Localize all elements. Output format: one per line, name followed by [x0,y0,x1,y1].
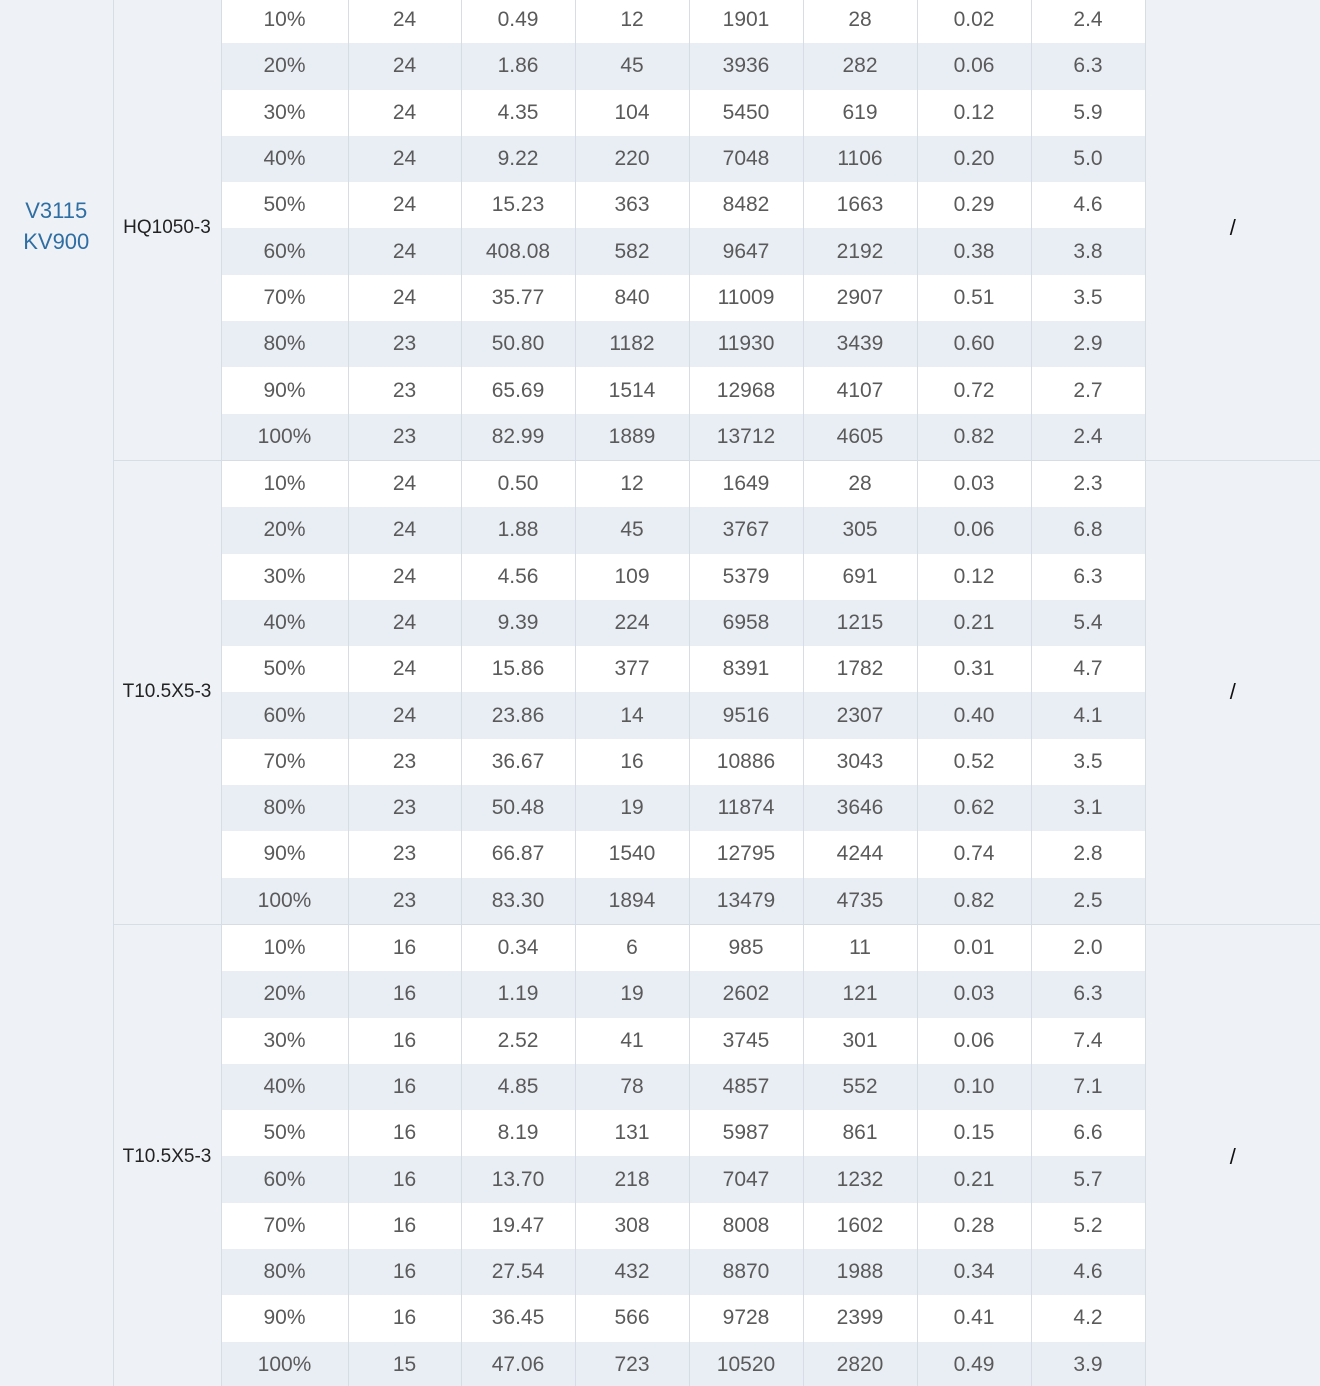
throttle-cell: 90% [221,831,348,877]
torque-cell: 0.60 [917,321,1031,367]
rpm-cell: 9728 [689,1295,803,1341]
rpm-cell: 10520 [689,1342,803,1386]
throttle-cell: 20% [221,971,348,1017]
voltage-cell: 24 [348,646,461,692]
throttle-cell: 10% [221,0,348,43]
voltage-cell: 24 [348,136,461,182]
thrust-cell: 1988 [803,1249,917,1295]
thrust-cell: 1215 [803,600,917,646]
power-cell: 1182 [575,321,689,367]
table-row [0,460,1320,507]
rpm-cell: 6958 [689,600,803,646]
torque-cell: 0.06 [917,1018,1031,1064]
throttle-cell: 60% [221,692,348,738]
thrust-cell: 3439 [803,321,917,367]
rpm-cell: 5450 [689,90,803,136]
table-row [0,0,1320,43]
thrust-cell: 619 [803,90,917,136]
voltage-cell: 24 [348,90,461,136]
thrust-cell: 282 [803,43,917,89]
voltage-cell: 24 [348,554,461,600]
torque-cell: 0.38 [917,228,1031,274]
voltage-cell: 16 [348,1018,461,1064]
efficiency-cell: 2.0 [1031,924,1145,971]
thrust-cell: 1602 [803,1203,917,1249]
voltage-cell: 24 [348,692,461,738]
efficiency-cell: 6.8 [1031,507,1145,553]
rpm-cell: 2602 [689,971,803,1017]
throttle-cell: 10% [221,460,348,507]
efficiency-cell: 2.8 [1031,831,1145,877]
current-cell: 1.88 [461,507,575,553]
throttle-cell: 40% [221,1064,348,1110]
current-cell: 9.22 [461,136,575,182]
current-cell: 8.19 [461,1110,575,1156]
rpm-cell: 13479 [689,878,803,925]
thrust-cell: 4244 [803,831,917,877]
voltage-cell: 24 [348,228,461,274]
propeller-model-cell: T10.5X5-3 [113,924,221,1386]
efficiency-cell: 3.5 [1031,739,1145,785]
efficiency-cell: 3.9 [1031,1342,1145,1386]
thrust-cell: 2820 [803,1342,917,1386]
rpm-cell: 5987 [689,1110,803,1156]
voltage-cell: 16 [348,924,461,971]
torque-cell: 0.12 [917,554,1031,600]
voltage-cell: 23 [348,414,461,461]
current-cell: 0.34 [461,924,575,971]
thrust-cell: 691 [803,554,917,600]
efficiency-cell: 5.4 [1031,600,1145,646]
voltage-cell: 16 [348,1295,461,1341]
throttle-cell: 80% [221,321,348,367]
current-cell: 36.67 [461,739,575,785]
power-cell: 363 [575,182,689,228]
rpm-cell: 12795 [689,831,803,877]
rpm-cell: 4857 [689,1064,803,1110]
torque-cell: 0.82 [917,414,1031,461]
throttle-cell: 60% [221,228,348,274]
power-cell: 131 [575,1110,689,1156]
efficiency-cell: 3.8 [1031,228,1145,274]
throttle-cell: 40% [221,136,348,182]
propeller-model-cell: T10.5X5-3 [113,460,221,924]
voltage-cell: 24 [348,182,461,228]
thrust-cell: 2399 [803,1295,917,1341]
rpm-cell: 7048 [689,136,803,182]
rpm-cell: 3767 [689,507,803,553]
torque-cell: 0.06 [917,43,1031,89]
thrust-cell: 1782 [803,646,917,692]
voltage-cell: 23 [348,739,461,785]
efficiency-cell: 5.9 [1031,90,1145,136]
rpm-cell: 1649 [689,460,803,507]
efficiency-cell: 4.2 [1031,1295,1145,1341]
power-cell: 377 [575,646,689,692]
voltage-cell: 24 [348,507,461,553]
rpm-cell: 9516 [689,692,803,738]
propeller-model-cell: HQ1050-3 [113,0,221,460]
rpm-cell: 11874 [689,785,803,831]
note-cell: / [1145,460,1320,924]
torque-cell: 0.12 [917,90,1031,136]
voltage-cell: 24 [348,0,461,43]
throttle-cell: 80% [221,785,348,831]
throttle-cell: 30% [221,1018,348,1064]
torque-cell: 0.72 [917,367,1031,413]
voltage-cell: 16 [348,1110,461,1156]
throttle-cell: 70% [221,1203,348,1249]
efficiency-cell: 2.5 [1031,878,1145,925]
torque-cell: 0.31 [917,646,1031,692]
current-cell: 15.23 [461,182,575,228]
rpm-cell: 5379 [689,554,803,600]
rpm-cell: 13712 [689,414,803,461]
current-cell: 35.77 [461,275,575,321]
efficiency-cell: 3.5 [1031,275,1145,321]
power-cell: 41 [575,1018,689,1064]
power-cell: 220 [575,136,689,182]
thrust-cell: 3043 [803,739,917,785]
throttle-cell: 30% [221,90,348,136]
power-cell: 723 [575,1342,689,1386]
throttle-cell: 20% [221,43,348,89]
current-cell: 408.08 [461,228,575,274]
current-cell: 47.06 [461,1342,575,1386]
voltage-cell: 23 [348,831,461,877]
throttle-cell: 60% [221,1156,348,1202]
current-cell: 19.47 [461,1203,575,1249]
torque-cell: 0.03 [917,460,1031,507]
throttle-cell: 100% [221,878,348,925]
thrust-cell: 28 [803,0,917,43]
thrust-cell: 2192 [803,228,917,274]
thrust-cell: 4107 [803,367,917,413]
thrust-cell: 1232 [803,1156,917,1202]
power-cell: 1889 [575,414,689,461]
current-cell: 15.86 [461,646,575,692]
efficiency-cell: 2.7 [1031,367,1145,413]
thrust-cell: 1663 [803,182,917,228]
rpm-cell: 8008 [689,1203,803,1249]
power-cell: 840 [575,275,689,321]
current-cell: 83.30 [461,878,575,925]
power-cell: 12 [575,460,689,507]
throttle-cell: 10% [221,924,348,971]
rpm-cell: 10886 [689,739,803,785]
efficiency-cell: 2.9 [1031,321,1145,367]
voltage-cell: 23 [348,785,461,831]
torque-cell: 0.34 [917,1249,1031,1295]
rpm-cell: 11930 [689,321,803,367]
power-cell: 19 [575,971,689,1017]
note-cell: / [1145,0,1320,460]
power-cell: 308 [575,1203,689,1249]
current-cell: 82.99 [461,414,575,461]
torque-cell: 0.06 [917,507,1031,553]
throttle-cell: 90% [221,367,348,413]
torque-cell: 0.74 [917,831,1031,877]
voltage-cell: 16 [348,1064,461,1110]
throttle-cell: 100% [221,414,348,461]
thrust-cell: 3646 [803,785,917,831]
power-cell: 45 [575,507,689,553]
power-cell: 1540 [575,831,689,877]
current-cell: 4.56 [461,554,575,600]
throttle-cell: 80% [221,1249,348,1295]
voltage-cell: 24 [348,275,461,321]
current-cell: 4.85 [461,1064,575,1110]
rpm-cell: 8391 [689,646,803,692]
rpm-cell: 8482 [689,182,803,228]
torque-cell: 0.20 [917,136,1031,182]
current-cell: 27.54 [461,1249,575,1295]
throttle-cell: 50% [221,646,348,692]
efficiency-cell: 2.3 [1031,460,1145,507]
efficiency-cell: 4.7 [1031,646,1145,692]
efficiency-cell: 7.1 [1031,1064,1145,1110]
current-cell: 0.49 [461,0,575,43]
voltage-cell: 23 [348,367,461,413]
voltage-cell: 23 [348,878,461,925]
torque-cell: 0.82 [917,878,1031,925]
thrust-cell: 4605 [803,414,917,461]
efficiency-cell: 5.0 [1031,136,1145,182]
voltage-cell: 24 [348,600,461,646]
throttle-cell: 50% [221,182,348,228]
torque-cell: 0.21 [917,1156,1031,1202]
voltage-cell: 16 [348,1249,461,1295]
power-cell: 224 [575,600,689,646]
thrust-cell: 2307 [803,692,917,738]
power-cell: 109 [575,554,689,600]
motor-model-cell [0,0,113,1386]
torque-cell: 0.52 [917,739,1031,785]
voltage-cell: 16 [348,1156,461,1202]
efficiency-cell: 6.3 [1031,971,1145,1017]
rpm-cell: 9647 [689,228,803,274]
thrust-cell: 305 [803,507,917,553]
voltage-cell: 16 [348,971,461,1017]
power-cell: 16 [575,739,689,785]
current-cell: 50.48 [461,785,575,831]
torque-cell: 0.10 [917,1064,1031,1110]
thrust-cell: 4735 [803,878,917,925]
thrust-cell: 861 [803,1110,917,1156]
power-cell: 1514 [575,367,689,413]
efficiency-cell: 5.7 [1031,1156,1145,1202]
thrust-cell: 28 [803,460,917,507]
efficiency-cell: 3.1 [1031,785,1145,831]
table-row [0,924,1320,971]
torque-cell: 0.40 [917,692,1031,738]
thrust-cell: 1106 [803,136,917,182]
efficiency-cell: 5.2 [1031,1203,1145,1249]
torque-cell: 0.01 [917,924,1031,971]
thrust-cell: 2907 [803,275,917,321]
efficiency-cell: 7.4 [1031,1018,1145,1064]
current-cell: 1.86 [461,43,575,89]
current-cell: 65.69 [461,367,575,413]
torque-cell: 0.62 [917,785,1031,831]
motor-model-name: V3115 [25,197,88,223]
current-cell: 66.87 [461,831,575,877]
torque-cell: 0.02 [917,0,1031,43]
power-cell: 14 [575,692,689,738]
rpm-cell: 3745 [689,1018,803,1064]
current-cell: 2.52 [461,1018,575,1064]
power-cell: 566 [575,1295,689,1341]
efficiency-cell: 2.4 [1031,414,1145,461]
efficiency-cell: 4.6 [1031,1249,1145,1295]
torque-cell: 0.03 [917,971,1031,1017]
current-cell: 1.19 [461,971,575,1017]
current-cell: 50.80 [461,321,575,367]
current-cell: 0.50 [461,460,575,507]
throttle-cell: 90% [221,1295,348,1341]
thrust-cell: 121 [803,971,917,1017]
power-cell: 432 [575,1249,689,1295]
efficiency-cell: 6.3 [1031,554,1145,600]
power-cell: 1894 [575,878,689,925]
torque-cell: 0.15 [917,1110,1031,1156]
rpm-cell: 985 [689,924,803,971]
current-cell: 9.39 [461,600,575,646]
current-cell: 36.45 [461,1295,575,1341]
torque-cell: 0.49 [917,1342,1031,1386]
voltage-cell: 24 [348,43,461,89]
voltage-cell: 15 [348,1342,461,1386]
efficiency-cell: 4.1 [1031,692,1145,738]
throttle-cell: 30% [221,554,348,600]
voltage-cell: 23 [348,321,461,367]
power-cell: 6 [575,924,689,971]
power-cell: 19 [575,785,689,831]
power-cell: 582 [575,228,689,274]
efficiency-cell: 6.6 [1031,1110,1145,1156]
note-cell: / [1145,924,1320,1386]
power-cell: 12 [575,0,689,43]
throttle-cell: 40% [221,600,348,646]
rpm-cell: 3936 [689,43,803,89]
throttle-cell: 70% [221,275,348,321]
throttle-cell: 70% [221,739,348,785]
motor-kv-rating: KV900 [23,228,90,254]
torque-cell: 0.28 [917,1203,1031,1249]
current-cell: 23.86 [461,692,575,738]
power-cell: 45 [575,43,689,89]
thrust-cell: 552 [803,1064,917,1110]
torque-cell: 0.29 [917,182,1031,228]
throttle-cell: 50% [221,1110,348,1156]
thrust-cell: 301 [803,1018,917,1064]
efficiency-cell: 4.6 [1031,182,1145,228]
throttle-cell: 100% [221,1342,348,1386]
power-cell: 218 [575,1156,689,1202]
voltage-cell: 24 [348,460,461,507]
rpm-cell: 11009 [689,275,803,321]
thrust-cell: 11 [803,924,917,971]
current-cell: 4.35 [461,90,575,136]
rpm-cell: 1901 [689,0,803,43]
rpm-cell: 12968 [689,367,803,413]
rpm-cell: 7047 [689,1156,803,1202]
torque-cell: 0.21 [917,600,1031,646]
torque-cell: 0.51 [917,275,1031,321]
efficiency-cell: 2.4 [1031,0,1145,43]
rpm-cell: 8870 [689,1249,803,1295]
voltage-cell: 16 [348,1203,461,1249]
current-cell: 13.70 [461,1156,575,1202]
torque-cell: 0.41 [917,1295,1031,1341]
efficiency-cell: 6.3 [1031,43,1145,89]
power-cell: 104 [575,90,689,136]
throttle-cell: 20% [221,507,348,553]
power-cell: 78 [575,1064,689,1110]
